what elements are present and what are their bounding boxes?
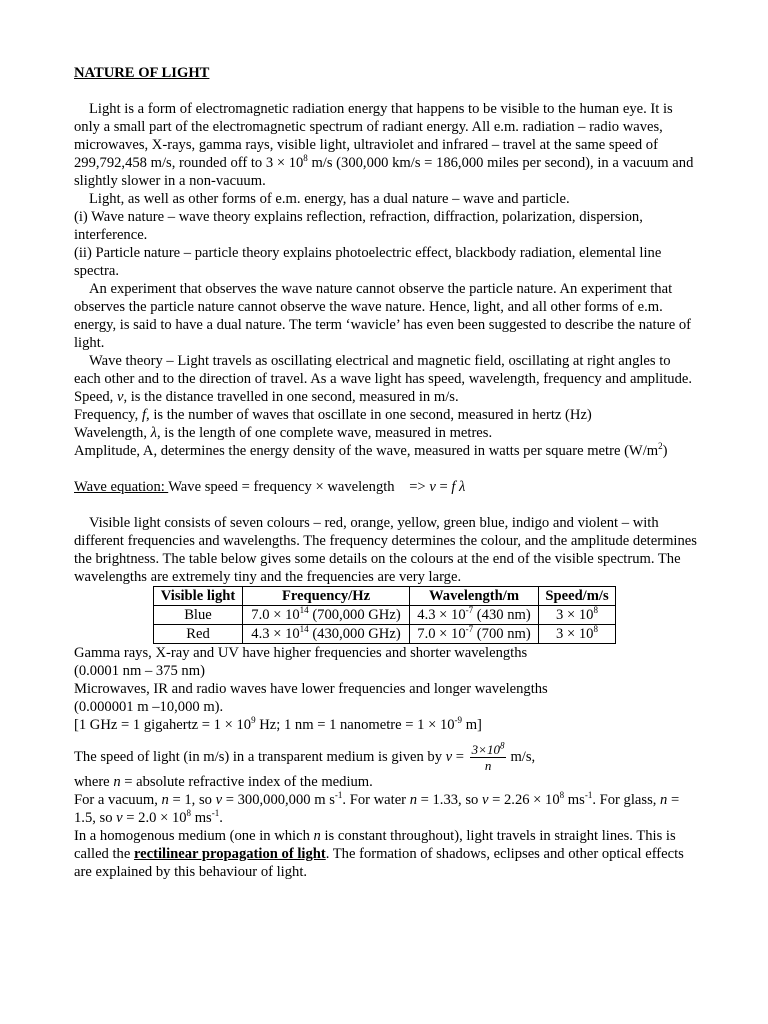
- spacer: [74, 496, 700, 514]
- table-cell-speed: $3 \times 10^8$: [539, 625, 616, 644]
- table-header: Visible light: [154, 587, 243, 606]
- paragraph-experiment: An experiment that observes the wave nature cannot observe the particle nature. An experiment that observes the particle nature cannot observe the wave nature. Hence, light, and all other forms of e.m. energy, is said to have a dual nature. The term ‘wavicle’ has even been suggested to describe the nature of light.: [74, 281, 692, 351]
- colour-table: [153, 586, 616, 644]
- document-body: [74, 64, 700, 881]
- paragraph-low-frequency-range: (0.000001 m –10,000 m).: [74, 699, 224, 715]
- table-cell-wavelength: $7.0 \times 10^{-7}$ (700 nm): [410, 625, 539, 644]
- definition-frequency: Frequency, f, is the number of waves that oscillate in one second, measured in hertz (Hz): [74, 407, 592, 423]
- paragraph-visible-light: Visible light consists of seven colours – red, orange, yellow, green blue, indigo and violent – with different frequencies and wavelengths. The frequency determines the colour, and the amplitude determines the brightness. The table below gives some details on the colours at the end of the visible spectrum. The wavelengths are extremely tiny and the frequencies are very large.: [74, 515, 697, 585]
- table-row: [154, 625, 616, 644]
- paragraph-wave-nature: (i) Wave nature – wave theory explains reflection, refraction, diffraction, polarization, dispersion, interference.: [74, 209, 643, 243]
- table-header: Speed/m/s: [539, 587, 616, 606]
- paragraph-low-frequency: Microwaves, IR and radio waves have lower frequencies and longer wavelengths: [74, 681, 548, 697]
- definition-amplitude: Amplitude, A, determines the energy density of the wave, measured in watts per square metre $(W/m^2)$: [74, 441, 668, 459]
- table-header: Wavelength/m: [410, 587, 539, 606]
- spacer: [74, 460, 700, 478]
- paragraph-speed-formula: The speed of light (in m/s) in a transparent medium is given by v = $\frac{3\times 10^8}{n}$ m/s,: [74, 740, 536, 773]
- paragraph-intro: Light is a form of electromagnetic radiation energy that happens to be visible to the human eye. It is only a small part of the electromagnetic spectrum of radiant energy. All e.m. radiation – radio waves, microwaves, X-rays, gamma rays, visible light, ultraviolet and infrared – travel at the same speed of 299,792,458 m/s, rounded off to $3 \times 10^8$ m/s (300,000 km/s = 186,000 miles per second), in a vacuum and slightly slower in a non-vacuum.: [74, 101, 694, 189]
- table-cell-speed: $3 \times 10^8$: [539, 606, 616, 625]
- paragraph-particle-nature: (ii) Particle nature – particle theory explains photoelectric effect, blackbody radiation, elemental line spectra.: [74, 245, 662, 279]
- table-cell-frequency: $7.0 \times 10^{14}$ (700,000 GHz): [243, 606, 410, 625]
- paragraph-examples: For a vacuum, n = 1, so v = 300,000,000 m $s^{-1}$. For water n = 1.33, so $v = 2.26 \times 10^8$ $ms^{-1}$. For glass, n = 1.5, so $v = 2.0 \times 10^8$ $ms^{-1}$.: [74, 790, 680, 826]
- table-cell-wavelength: $4.3 \times 10^{-7}$ (430 nm): [410, 606, 539, 625]
- table-header: Frequency/Hz: [243, 587, 410, 606]
- rectilinear-term: rectilinear propagation of light: [133, 846, 326, 862]
- table-row: [154, 606, 616, 625]
- definition-wavelength: Wavelength, λ, is the length of one complete wave, measured in metres.: [74, 425, 493, 441]
- paragraph-wave-theory: Wave theory – Light travels as oscillating electrical and magnetic field, oscillating at right angles to each other and to the direction of travel. As a wave light has speed, wavelength, frequency and amplitude.: [74, 353, 692, 387]
- table-cell-colour: Red: [154, 625, 243, 644]
- table-cell-frequency: $4.3 \times 10^{14}$ (430,000 GHz): [243, 625, 410, 644]
- table-header-row: [154, 587, 616, 606]
- definition-speed: Speed, v, is the distance travelled in one second, measured in m/s.: [74, 389, 459, 405]
- speed-fraction: $\frac{3\times 10^8}{n}$: [471, 740, 505, 773]
- paragraph-refractive-index: where n = absolute refractive index of the medium.: [74, 774, 373, 790]
- wave-equation: Wave equation: Wave speed = frequency × wavelength => v = f λ: [74, 479, 466, 495]
- paragraph-rectilinear: In a homogenous medium (one in which n is constant throughout), light travels in straight lines. This is called the rectilinear propagation of light. The formation of shadows, eclipses and other optical effects are explained by this behaviour of light.: [74, 828, 684, 880]
- paragraph-high-frequency-range: (0.0001 nm – 375 nm): [74, 663, 205, 679]
- paragraph-high-frequency: Gamma rays, X-ray and UV have higher frequencies and shorter wavelengths: [74, 645, 528, 661]
- page-title: NATURE OF LIGHT: [74, 65, 210, 81]
- paragraph-dual-nature: Light, as well as other forms of e.m. energy, has a dual nature – wave and particle.: [89, 191, 570, 207]
- paragraph-unit-note: [1 GHz = 1 gigahertz = $1 \times 10^9$ Hz; 1 nm = 1 nanometre = $1 \times 10^{-9}$ m]: [74, 715, 482, 733]
- table-cell-colour: Blue: [154, 606, 243, 625]
